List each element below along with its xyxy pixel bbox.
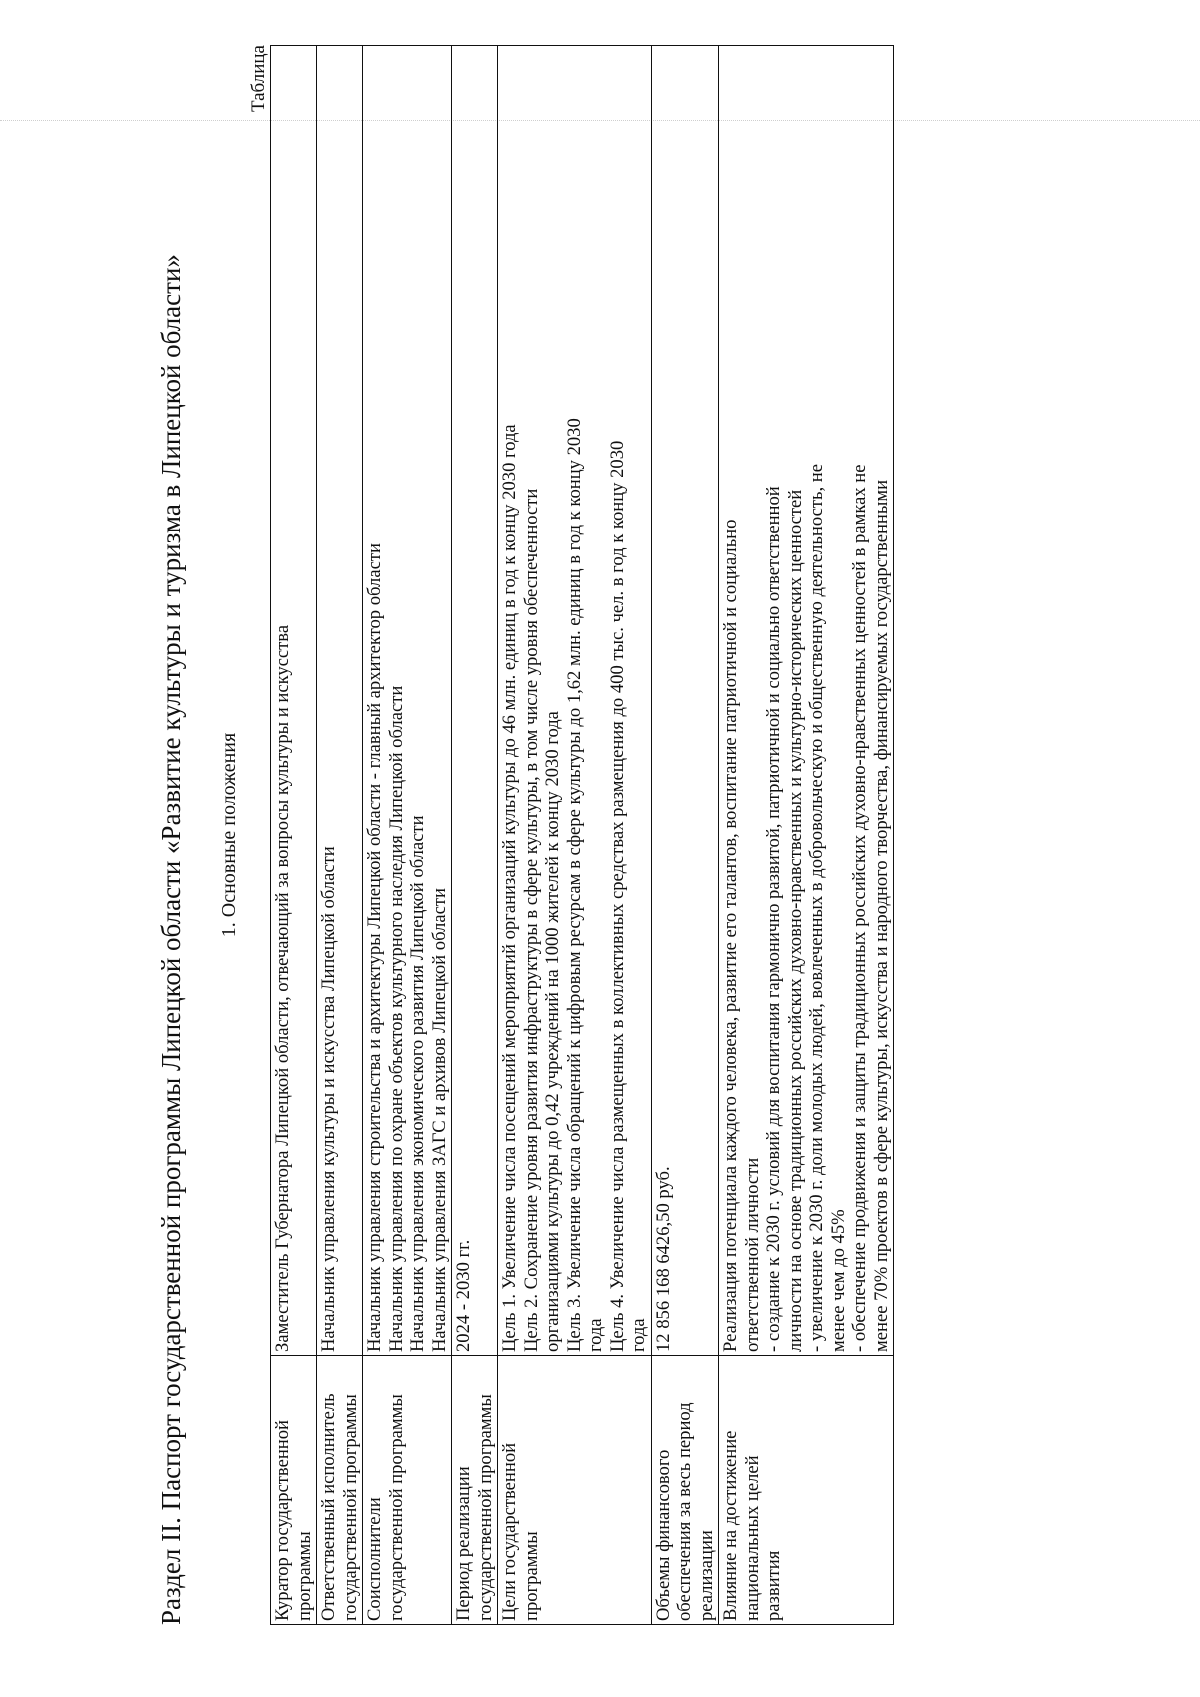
row-label-line: реализации xyxy=(695,1530,717,1621)
table-row xyxy=(651,46,719,1625)
row-value-line: Заместитель Губернатора Липецкой области, отвечающий за вопросы культуры и искусства xyxy=(272,624,293,1352)
program-passport-table xyxy=(270,45,894,1625)
row-value-line: Начальник управления строительства и архитектуры Липецкой области - главный архитектор области xyxy=(364,543,385,1352)
row-value-line: - обеспечение продвижения и защиты традиционных российских духовно-нравственных ценностей в рамках не xyxy=(849,464,870,1352)
table-row xyxy=(271,46,317,1625)
row-value-line: Начальник управления ЗАГС и архивов Липецкой области xyxy=(428,888,450,1352)
row-label-cell xyxy=(498,1356,652,1625)
row-value-line: года xyxy=(628,1318,649,1352)
rotated-page-content xyxy=(155,45,1055,1625)
section-subtitle: 1. Основные положения xyxy=(218,732,240,938)
section-title: Раздел II. Паспорт государственной программы Липецкой области «Развитие культуры и туризма в Липецкой области» xyxy=(156,254,186,1625)
row-label-line: Куратор государственной xyxy=(272,1419,293,1621)
row-value-cell xyxy=(498,46,652,1356)
row-value-line: Начальник управления экономического развития Липецкой области xyxy=(407,815,428,1352)
row-label-line: Период реализации xyxy=(453,1466,474,1621)
row-label-line: программы xyxy=(520,1531,542,1621)
row-label-cell xyxy=(363,1356,452,1625)
row-value-line: года xyxy=(585,1318,606,1352)
row-label-line: программы xyxy=(293,1531,315,1621)
row-value-line: Начальник управления культуры и искусства Липецкой области xyxy=(318,846,339,1352)
row-value-line: - создание к 2030 г. условий для воспитания гармонично развитой, патриотичной и социально ответственной xyxy=(763,486,784,1352)
row-value-cell xyxy=(317,46,363,1356)
row-value-line: 2024 - 2030 гг. xyxy=(453,1239,474,1352)
row-value-line: Начальник управления по охране объектов культурного наследия Липецкой области xyxy=(385,685,407,1352)
row-label-cell xyxy=(719,1356,894,1625)
row-value-cell xyxy=(452,46,498,1356)
row-value-cell xyxy=(271,46,317,1356)
row-value-line: менее 70% проектов в сфере культуры, искусства и народного творчества, финансируемых государственными xyxy=(870,479,892,1352)
table-row xyxy=(363,46,452,1625)
row-label-cell xyxy=(651,1356,719,1625)
row-label-line: Цели государственной xyxy=(499,1442,520,1621)
row-label-line: Соисполнители xyxy=(364,1497,385,1621)
row-value-line: менее чем до 45% xyxy=(827,1209,849,1352)
row-label-line: национальных целей xyxy=(741,1455,763,1621)
row-value-cell xyxy=(719,46,894,1356)
row-value-line: Цель 2. Сохранение уровня развития инфраструктуры в сфере культуры, в том числе уровня обеспеченности xyxy=(520,488,542,1352)
table-row xyxy=(452,46,498,1625)
row-value-line: организациями культуры до 0,42 учреждений на 1000 жителей к концу 2030 года xyxy=(542,711,563,1352)
row-label-line: развития xyxy=(763,1550,784,1621)
row-value-line: Цель 1. Увеличение числа посещений мероприятий организаций культуры до 46 млн. единиц в год к концу 2030 года xyxy=(499,424,520,1352)
table-caption: Таблица xyxy=(248,45,269,113)
row-value-line: личности на основе традиционных российских духовно-нравственных и культурно-исторических ценностей xyxy=(784,489,806,1352)
table-row xyxy=(498,46,652,1625)
row-label-cell xyxy=(452,1356,498,1625)
table-row xyxy=(317,46,363,1625)
row-value-line: ответственной личности xyxy=(741,1157,763,1352)
row-value-line: Цель 3. Увеличение числа обращений к цифровым ресурсам в сфере культуры до 1,62 млн. единиц в год к концу 2030 xyxy=(563,418,585,1352)
row-value-line: Реализация потенциала каждого человека, развитие его талантов, воспитание патриотичной и социально xyxy=(720,519,741,1352)
row-value-cell xyxy=(363,46,452,1356)
row-label-line: государственной программы xyxy=(474,1394,496,1621)
row-label-cell xyxy=(271,1356,317,1625)
row-value-line: Цель 4. Увеличение числа размещенных в коллективных средствах размещения до 400 тыс. чел. в год к концу 2030 xyxy=(606,440,628,1352)
row-label-line: Ответственный исполнитель xyxy=(318,1393,339,1621)
row-value-line: 12 856 168 6426,50 руб. xyxy=(652,1166,674,1352)
table-row xyxy=(719,46,894,1625)
row-label-line: обеспечения за весь период xyxy=(674,1402,695,1621)
row-value-line: - увеличение к 2030 г. доли молодых людей, вовлеченных в добровольческую и общественную деятельность, не xyxy=(806,464,827,1352)
row-label-cell xyxy=(317,1356,363,1625)
row-label-line: государственной программы xyxy=(385,1394,407,1621)
row-label-line: Объемы финансового xyxy=(652,1449,674,1621)
row-label-line: государственной программы xyxy=(339,1394,361,1621)
row-label-line: Влияние на достижение xyxy=(720,1430,741,1621)
row-value-cell xyxy=(651,46,719,1356)
